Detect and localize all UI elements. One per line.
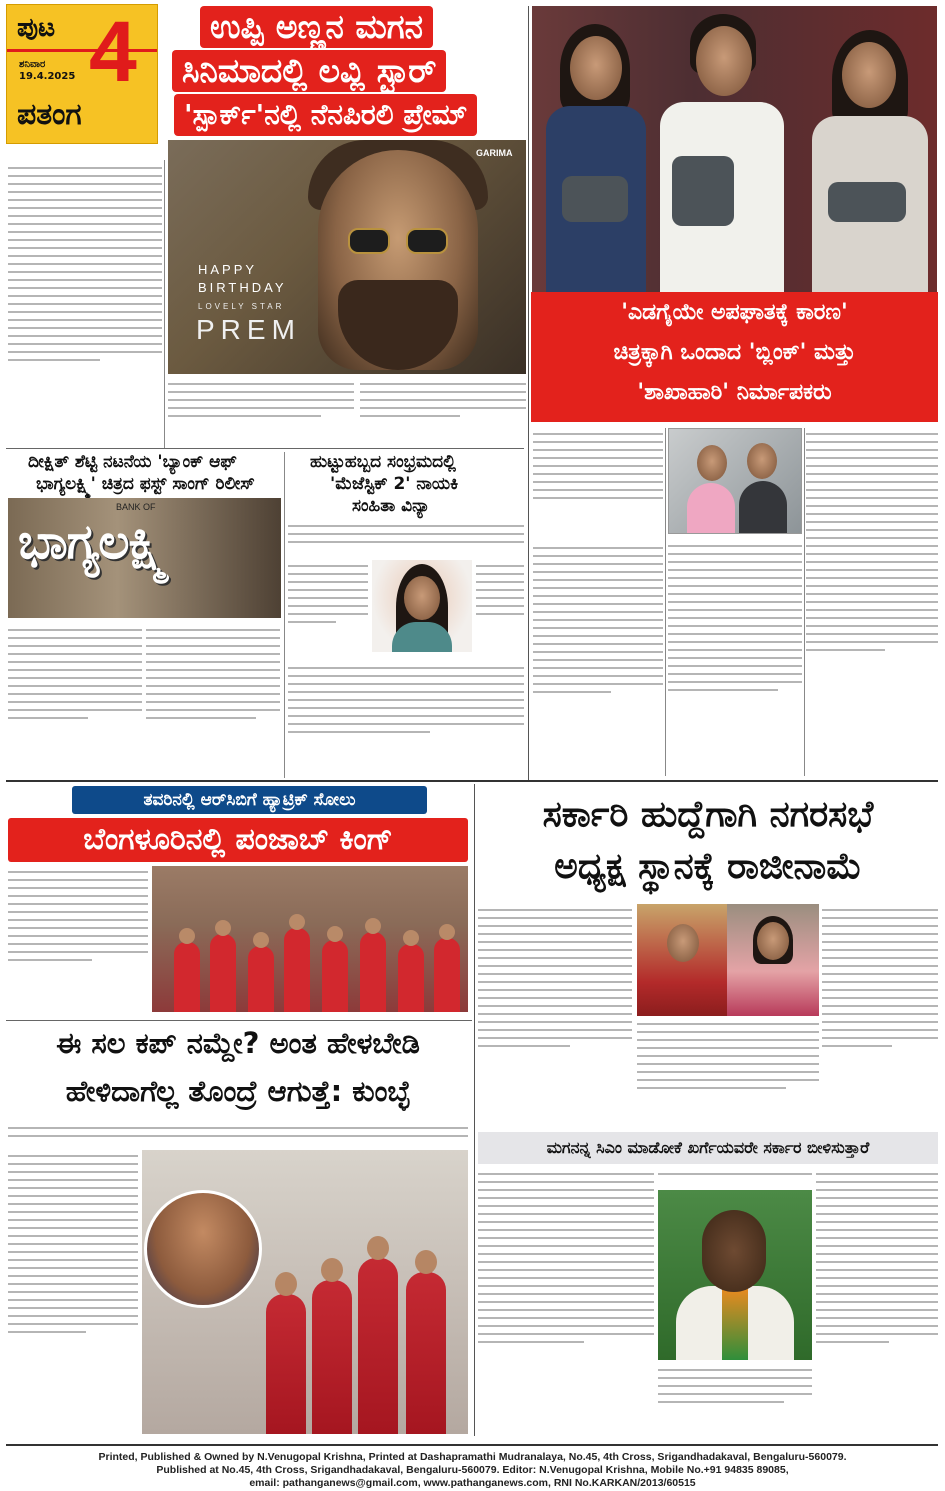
sanjana-article-col-2 [476, 560, 524, 660]
prem-headline-line-3: 'ಸ್ಪಾರ್ಕ್'ನಲ್ಲಿ ನೆನಪಿರಲಿ ಪ್ರೇಮ್ [174, 94, 477, 136]
prem-article-text-2 [168, 378, 354, 442]
sanjana-photo [372, 560, 472, 652]
footer-imprint-line-3: email: pathanganews@gmail.com, www.pathanganews.com, RNI No.KARKAN/2013/60515 [249, 1477, 696, 1489]
section-rule [474, 784, 475, 1436]
poster-text-birthday: BIRTHDAY [198, 280, 287, 295]
cup-article-col-1 [8, 1150, 138, 1434]
column-rule [665, 428, 666, 776]
rcb-players-photo [142, 1150, 468, 1434]
poster-text-prem: PREM [196, 314, 301, 345]
newspaper-name: ಪತಂಗ [17, 97, 82, 132]
prem-headline-line-1: ಉಪ್ಪಿ ಅಣ್ಣನ ಮಗನ [200, 6, 433, 48]
sanjana-headline-line-2: 'ಮೆಜೆಸ್ಟಿಕ್ 2' ನಾಯಕಿ [330, 474, 459, 494]
poster-logo: GARIMA [476, 148, 513, 158]
cup-article-lead [8, 1122, 468, 1148]
sanjana-article-col-1 [288, 560, 368, 660]
section-rule [6, 1020, 472, 1021]
blink-producers-photo [668, 428, 802, 534]
cup-headline-line-2: ಹೇಳಿದಾಗೆಲ್ಲ ತೊಂದ್ರೆ ಆಗುತ್ತೆ: ಕುಂಬ್ಳೆ [65, 1074, 411, 1108]
sanjana-headline-line-1: ಹುಟ್ಟುಹಬ್ಬದ ಸಂಭ್ರಮದಲ್ಲಿ [310, 452, 456, 472]
blink-article-col-2 [668, 540, 802, 776]
footer-rule [6, 1444, 938, 1446]
prem-headline-line-2: ಸಿನಿಮಾದಲ್ಲಿ ಲವ್ಲಿ ಸ್ಟಾರ್ [172, 50, 446, 92]
column-rule [164, 160, 165, 448]
prem-headline [168, 4, 528, 136]
bol-poster-small-text: BANK OF [116, 502, 156, 512]
sarkari-article-col-2 [637, 1018, 819, 1124]
sarkari-article-col-3 [822, 904, 938, 1124]
kharge-article-col-2a [658, 1168, 812, 1188]
masthead-page-label: ಪುಟ [17, 13, 56, 43]
masthead-date: 19.4.2025 [19, 71, 76, 82]
blink-headline-line-2: ಚಿತ್ರಕ್ಕಾಗಿ ಒಂದಾದ 'ಬ್ಲಿಂಕ್' ಮತ್ತು [613, 340, 856, 365]
masthead [6, 4, 158, 144]
sanjana-article-lead [288, 520, 524, 558]
kharge-story-photo [658, 1190, 812, 1360]
bol-poster-image [8, 498, 281, 618]
rcb-headline: ಬೆಂಗಳೂರಿನಲ್ಲಿ ಪಂಜಾಬ್ ಕಿಂಗ್ [8, 818, 468, 862]
rcb-article-col-1b [8, 966, 148, 1018]
blink-article-col-1b [533, 542, 663, 776]
sarkari-headline-line-1: ಸರ್ಕಾರಿ ಹುದ್ದೆಗಾಗಿ ನಗರಸಭೆ [542, 794, 874, 835]
footer-imprint-line-2: Published at No.45, 4th Cross, Srigandhadakaval, Bengaluru-560079. Editor: N.Venugopal Krishna, Mobile No.+91 94835 89085, [156, 1464, 789, 1476]
blink-article-col-1a [533, 428, 663, 540]
section-rule [528, 6, 529, 780]
cup-headline [8, 1022, 468, 1118]
blink-headline-line-1: 'ಎಡಗೈಯೇ ಅಪಘಾತಕ್ಕೆ ಕಾರಣ' [621, 300, 848, 325]
sarkari-headline [478, 790, 938, 902]
sarkari-headline-line-2: ಅಧ್ಯಕ್ಷ ಸ್ಥಾನಕ್ಕೆ ರಾಜೀನಾಮೆ [554, 846, 862, 887]
punjab-kings-photo [152, 866, 468, 1012]
section-rule [6, 448, 524, 449]
kharge-article-col-3 [816, 1168, 938, 1432]
blink-headline [531, 292, 938, 422]
kumble-photo [144, 1190, 262, 1308]
section-rule [6, 780, 938, 782]
poster-text-happy: HAPPY [198, 262, 258, 277]
kharge-headline: ಮಗನನ್ನ ಸಿಎಂ ಮಾಡೋಕೆ ಖರ್ಗೆಯವರೇ ಸರ್ಕಾರ ಬೀಳಿಸುತ್ತಾರೆ [478, 1132, 938, 1164]
masthead-day: ಶನಿವಾರ [19, 59, 46, 70]
cup-headline-line-1: ಈ ಸಲ ಕಪ್ ನಮ್ದೇ? ಅಂತ ಹೇಳಬೇಡಿ [56, 1026, 420, 1060]
blink-team-photo [532, 6, 937, 294]
bol-article-col-2 [146, 624, 280, 774]
kharge-article-col-2b [658, 1364, 812, 1434]
blink-article-col-3 [806, 428, 938, 776]
bol-poster-title: ಭಾಗ್ಯಲಕ್ಷ್ಮಿ [18, 514, 169, 570]
kharge-article-col-1 [478, 1168, 654, 1432]
sanjana-article-col-3 [288, 662, 524, 774]
bol-article-col-1 [8, 624, 142, 774]
sarkari-article-col-1 [478, 904, 632, 1124]
bol-headline-line-1: ದೀಕ್ಷಿತ್ ಶೆಟ್ಟಿ ನಟನೆಯ 'ಬ್ಯಾಂಕ್ ಆಫ್ [28, 452, 237, 472]
column-rule [804, 428, 805, 776]
column-rule [284, 452, 285, 778]
sarkari-photo-1 [637, 904, 727, 1016]
rcb-kicker: ತವರಿನಲ್ಲಿ ಆರ್‌ಸಿಬಿಗೆ ಹ್ಯಾಟ್ರಿಕ್ ಸೋಲು [72, 786, 427, 814]
blink-headline-line-3: 'ಶಾಖಾಹಾರಿ' ನಿರ್ಮಾಪಕರು [637, 380, 832, 405]
prem-poster-image [168, 140, 526, 374]
bol-headline-line-2: ಭಾಗ್ಯಲಕ್ಷ್ಮಿ' ಚಿತ್ರದ ಫಸ್ಟ್ ಸಾಂಗ್ ರಿಲೀಸ್ [36, 474, 255, 494]
footer-imprint-line-1: Printed, Published & Owned by N.Venugopal Krishna, Printed at Dashapramathi Mudranalaya, No.45, 4th Cross, Srigandhadakaval, Bengaluru-560079. [98, 1451, 847, 1463]
page-number: 4 [89, 4, 137, 100]
sarkari-photo-2 [727, 904, 819, 1016]
poster-text-lovely-star: LOVELY STAR [198, 302, 285, 311]
prem-article-text-3 [360, 378, 526, 442]
sanjana-headline-line-3: ಸಂಹಿತಾ ವಿನ್ಯಾ [352, 496, 430, 516]
prem-article-text [8, 162, 162, 446]
